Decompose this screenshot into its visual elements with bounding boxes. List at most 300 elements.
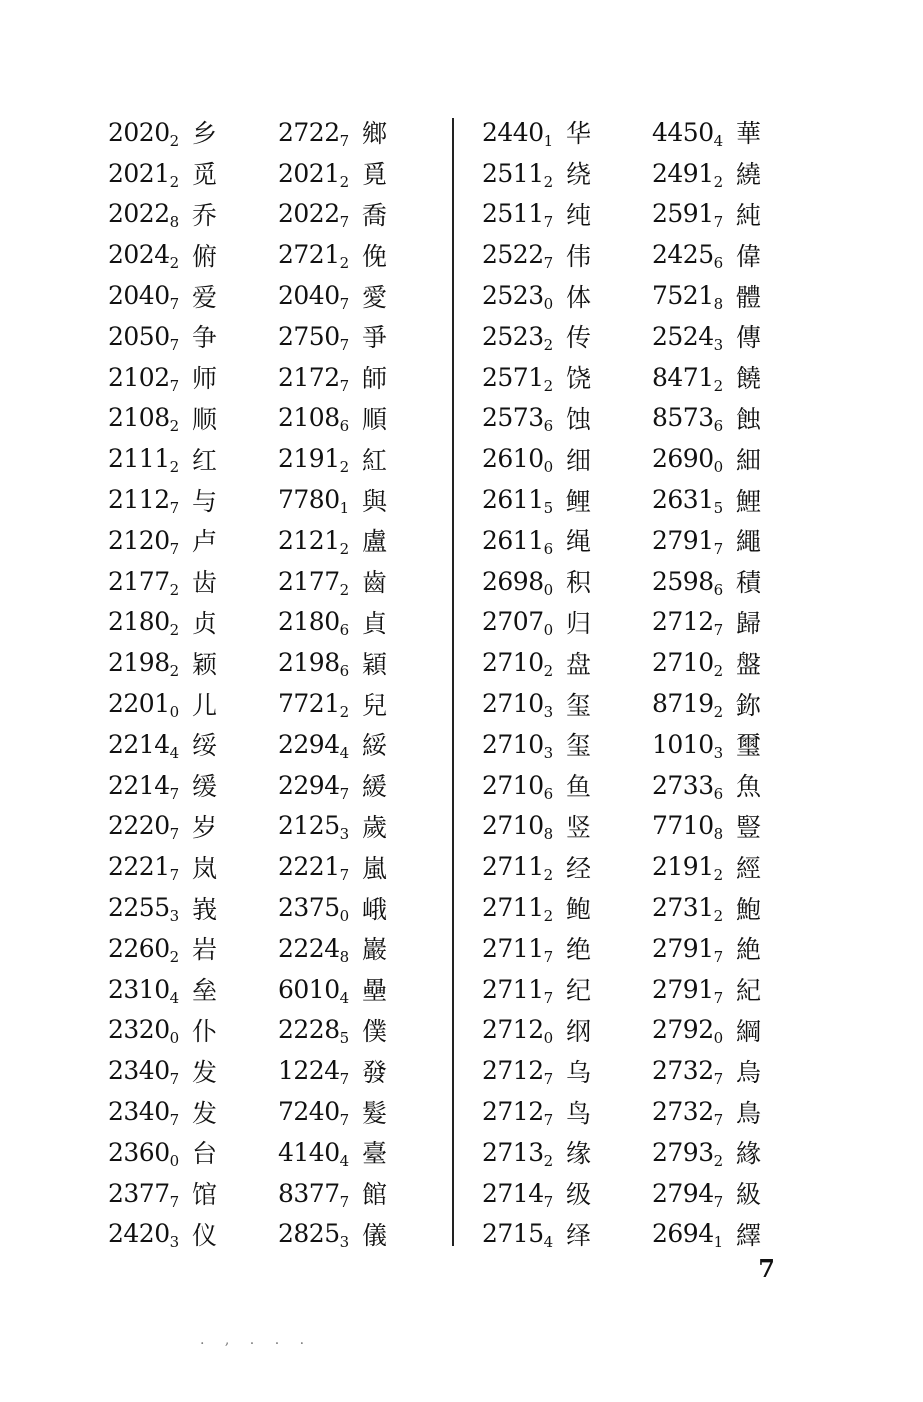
entry-code-subscript: 2 [169, 131, 179, 150]
entry-character: 儀 [362, 1220, 388, 1250]
entry-row [652, 316, 822, 357]
entry-code-number: 2721 [278, 240, 340, 270]
entry-row [108, 928, 278, 969]
entry-code-subscript: 7 [543, 947, 553, 966]
entry-row [278, 275, 448, 316]
entry-code-number: 2040 [108, 281, 170, 311]
entry-code-number: 2712 [482, 1056, 544, 1086]
entry-row [108, 806, 278, 847]
entry-character: 峩 [192, 894, 218, 924]
entry-code-number: 2191 [278, 444, 340, 474]
entry-code [652, 566, 736, 599]
entry-row [108, 561, 278, 602]
entry-code-number: 2710 [482, 689, 544, 719]
entry-code [278, 444, 362, 477]
entry-code [278, 729, 362, 762]
entry-row [108, 846, 278, 887]
entry-code-number: 2198 [278, 648, 340, 678]
entry-code-subscript: 7 [169, 1111, 179, 1130]
entry-character: 壘 [362, 976, 388, 1006]
entry-code-subscript: 8 [339, 947, 349, 966]
entry-code-subscript: 2 [169, 172, 179, 191]
entry-character: 仪 [192, 1220, 218, 1250]
entry-character: 華 [736, 119, 762, 149]
entry-code [108, 689, 192, 722]
entry-character: 鉨 [736, 690, 762, 720]
entry-character: 缘 [566, 1139, 592, 1169]
entry-character: 歸 [736, 608, 762, 638]
entry-code-subscript: 7 [169, 1070, 179, 1089]
entry-code [482, 1015, 566, 1048]
entry-row [278, 1050, 448, 1091]
entry-code-subscript: 2 [543, 907, 553, 926]
entry-code [108, 281, 192, 314]
entry-character: 璽 [736, 731, 762, 761]
entry-code-subscript: 0 [543, 621, 553, 640]
entry-code [108, 1015, 192, 1048]
entry-code [108, 321, 192, 354]
entry-row [278, 602, 448, 643]
entry-code-subscript: 2 [543, 1151, 553, 1170]
entry-row [108, 1050, 278, 1091]
entry-row [652, 969, 822, 1010]
entry-code-number: 2020 [108, 117, 170, 147]
entry-code-number: 2511 [482, 158, 544, 188]
entry-code [482, 811, 566, 844]
entry-character: 传 [566, 323, 592, 353]
entry-code-subscript: 7 [543, 1111, 553, 1130]
entry-code-number: 2198 [108, 648, 170, 678]
entry-code [482, 648, 566, 681]
entry-row [482, 724, 652, 765]
entry-character: 發 [362, 1057, 388, 1087]
entry-row [108, 520, 278, 561]
entry-code-subscript: 2 [169, 947, 179, 966]
entry-code [652, 321, 736, 354]
entry-code-subscript: 6 [339, 621, 349, 640]
entry-code-number: 2377 [108, 1178, 170, 1208]
entry-row [652, 1050, 822, 1091]
entry-code [278, 1178, 362, 1211]
entry-row [278, 194, 448, 235]
entry-code [278, 1137, 362, 1170]
entry-character: 绎 [566, 1220, 592, 1250]
entry-code-subscript: 2 [339, 539, 349, 558]
entry-code-subscript: 3 [169, 907, 179, 926]
entry-code-subscript: 3 [543, 743, 553, 762]
entry-code-subscript: 2 [713, 376, 723, 395]
entry-code [278, 1056, 362, 1089]
entry-code-number: 7521 [652, 281, 714, 311]
entry-character: 盧 [362, 527, 388, 557]
entry-code-number: 2022 [278, 199, 340, 229]
entry-code-number: 2524 [652, 321, 714, 351]
entry-row [108, 357, 278, 398]
entry-row [482, 683, 652, 724]
entry-code-number: 2111 [108, 444, 170, 474]
entry-code-number: 2310 [108, 974, 170, 1004]
entry-code [482, 893, 566, 926]
entry-code-subscript: 7 [713, 1111, 723, 1130]
entry-character: 鄉 [362, 119, 388, 149]
entry-character: 烏 [736, 1057, 762, 1087]
entry-character: 俯 [192, 241, 218, 271]
entry-code-subscript: 7 [169, 866, 179, 885]
entry-code-number: 7710 [652, 811, 714, 841]
entry-code-number: 2523 [482, 281, 544, 311]
entry-code-subscript: 6 [713, 784, 723, 803]
entry-row [278, 153, 448, 194]
entry-code [652, 1097, 736, 1130]
entry-row [482, 806, 652, 847]
entry-code-subscript: 4 [713, 131, 723, 150]
entry-character: 绕 [566, 160, 592, 190]
entry-code [108, 1178, 192, 1211]
entry-code [652, 158, 736, 191]
entry-row [652, 112, 822, 153]
entry-row [278, 1091, 448, 1132]
entry-code-subscript: 2 [339, 254, 349, 273]
entry-code-subscript: 7 [169, 825, 179, 844]
entry-code [278, 1097, 362, 1130]
entry-row [482, 153, 652, 194]
entry-row [482, 1214, 652, 1255]
entry-code [108, 770, 192, 803]
entry-row [482, 887, 652, 928]
entry-row [108, 234, 278, 275]
entry-code [652, 729, 736, 762]
entry-code [108, 199, 192, 232]
entry-row [652, 153, 822, 194]
entry-code-number: 2710 [482, 811, 544, 841]
entry-code-number: 7721 [278, 689, 340, 719]
entry-code-number: 8471 [652, 362, 714, 392]
entry-code-subscript: 0 [543, 1029, 553, 1048]
entry-code-subscript: 3 [543, 703, 553, 722]
entry-code-subscript: 4 [169, 988, 179, 1007]
entry-code-subscript: 2 [713, 662, 723, 681]
entry-code-number: 2571 [482, 362, 544, 392]
entry-code-number: 2611 [482, 485, 544, 515]
entry-character: 嵐 [362, 853, 388, 883]
entry-row [652, 928, 822, 969]
entry-code-subscript: 7 [713, 213, 723, 232]
entry-code [652, 444, 736, 477]
entry-character: 經 [736, 853, 762, 883]
entry-code-number: 7780 [278, 485, 340, 515]
entry-code-subscript: 7 [339, 1192, 349, 1211]
entry-code-subscript: 3 [339, 825, 349, 844]
column-divider [452, 118, 454, 1246]
entry-code [108, 403, 192, 436]
entry-code [652, 933, 736, 966]
entry-character: 體 [736, 282, 762, 312]
entry-row [108, 602, 278, 643]
entry-code [652, 1219, 736, 1252]
entry-code-subscript: 2 [713, 1151, 723, 1170]
entry-code-number: 8719 [652, 689, 714, 719]
entry-code [482, 281, 566, 314]
entry-code [278, 893, 362, 926]
entry-code [652, 852, 736, 885]
entry-character: 细 [566, 445, 592, 475]
entry-row [278, 1010, 448, 1051]
entry-character: 與 [362, 486, 388, 516]
entry-code-number: 2731 [652, 893, 714, 923]
entry-row [652, 234, 822, 275]
entry-row [652, 765, 822, 806]
entry-character: 僕 [362, 1016, 388, 1046]
entry-code-number: 2793 [652, 1137, 714, 1167]
entry-code [652, 525, 736, 558]
entry-code [278, 485, 362, 518]
entry-row [482, 561, 652, 602]
entry-code-number: 2024 [108, 240, 170, 270]
entry-character: 順 [362, 404, 388, 434]
entry-row [652, 1091, 822, 1132]
entry-row [108, 194, 278, 235]
entry-code [108, 362, 192, 395]
entry-code-subscript: 2 [169, 417, 179, 436]
entry-code [278, 770, 362, 803]
entry-code-subscript: 6 [543, 539, 553, 558]
entry-code-number: 2360 [108, 1137, 170, 1167]
entry-code [652, 199, 736, 232]
entry-row [482, 316, 652, 357]
entry-row [482, 520, 652, 561]
entry-character: 缓 [192, 772, 218, 802]
entry-code-subscript: 8 [169, 213, 179, 232]
entry-row [652, 806, 822, 847]
entry-row [278, 642, 448, 683]
entry-code [108, 158, 192, 191]
entry-row [482, 398, 652, 439]
entry-character: 体 [566, 282, 592, 312]
entry-code [482, 933, 566, 966]
entry-code [652, 1056, 736, 1089]
entry-character: 绝 [566, 935, 592, 965]
entry-code [278, 607, 362, 640]
entry-code-number: 2715 [482, 1219, 544, 1249]
entry-code-subscript: 2 [543, 335, 553, 354]
entry-code-subscript: 6 [713, 580, 723, 599]
entry-code [482, 1219, 566, 1252]
entry-character: 红 [192, 445, 218, 475]
entry-code [652, 770, 736, 803]
entry-code-number: 2121 [278, 525, 340, 555]
entry-code-number: 2228 [278, 1015, 340, 1045]
entry-code [652, 893, 736, 926]
entry-code-subscript: 4 [543, 1233, 553, 1252]
scan-specks: . , . . . [200, 1332, 313, 1348]
entry-code [278, 566, 362, 599]
entry-character: 綏 [362, 731, 388, 761]
entry-code [278, 689, 362, 722]
entry-code [108, 525, 192, 558]
entry-character: 絶 [736, 935, 762, 965]
entry-character: 玺 [566, 731, 592, 761]
entry-code-number: 2340 [108, 1056, 170, 1086]
entry-code-subscript: 7 [169, 335, 179, 354]
entry-row [652, 194, 822, 235]
entry-character: 繹 [736, 1220, 762, 1250]
entry-code-subscript: 7 [713, 947, 723, 966]
entry-code-number: 2714 [482, 1178, 544, 1208]
entry-code-number: 2491 [652, 158, 714, 188]
entry-code-subscript: 4 [339, 743, 349, 762]
entry-code-number: 2224 [278, 933, 340, 963]
entry-code-subscript: 3 [713, 743, 723, 762]
entry-row [278, 112, 448, 153]
entry-row [652, 398, 822, 439]
entry-code-subscript: 6 [543, 784, 553, 803]
entry-row [278, 1132, 448, 1173]
entry-code [108, 117, 192, 150]
entry-row [278, 846, 448, 887]
entry-code-number: 2750 [278, 321, 340, 351]
entry-character: 髮 [362, 1098, 388, 1128]
entry-code [652, 485, 736, 518]
entry-code-number: 2712 [652, 607, 714, 637]
entry-code-number: 2712 [482, 1097, 544, 1127]
entry-code [482, 444, 566, 477]
entry-code [278, 362, 362, 395]
entry-character: 覓 [362, 160, 388, 190]
entry-character: 喬 [362, 200, 388, 230]
entry-code-subscript: 4 [169, 743, 179, 762]
entry-code-number: 2340 [108, 1097, 170, 1127]
entry-character: 齿 [192, 568, 218, 598]
entry-code-subscript: 2 [169, 662, 179, 681]
entry-code-subscript: 1 [713, 1233, 723, 1252]
entry-code-number: 2732 [652, 1097, 714, 1127]
entry-code-subscript: 7 [543, 1070, 553, 1089]
entry-character: 乡 [192, 119, 218, 149]
entry-row [482, 234, 652, 275]
entry-code-subscript: 2 [543, 662, 553, 681]
entry-code-subscript: 7 [713, 1192, 723, 1211]
entry-code-subscript: 0 [339, 907, 349, 926]
entry-row [278, 683, 448, 724]
entry-code-subscript: 3 [339, 1233, 349, 1252]
entry-code [482, 199, 566, 232]
entry-code-number: 2220 [108, 811, 170, 841]
entry-row [482, 479, 652, 520]
entry-code-subscript: 2 [169, 254, 179, 273]
entry-code-subscript: 4 [339, 1151, 349, 1170]
entry-code [108, 240, 192, 273]
entry-character: 乔 [192, 200, 218, 230]
entry-code-subscript: 2 [169, 621, 179, 640]
entry-code-number: 2221 [108, 852, 170, 882]
entry-row [482, 194, 652, 235]
entry-code [652, 117, 736, 150]
entry-character: 饶 [566, 364, 592, 394]
entry-row [278, 1214, 448, 1255]
entry-row [108, 398, 278, 439]
entry-code [108, 648, 192, 681]
entry-character: 岚 [192, 853, 218, 883]
entry-row [652, 479, 822, 520]
entry-character: 积 [566, 568, 592, 598]
entry-character: 乌 [566, 1057, 592, 1087]
entry-code [278, 852, 362, 885]
entry-character: 纯 [566, 200, 592, 230]
entry-code-number: 2102 [108, 362, 170, 392]
entry-row [278, 357, 448, 398]
entry-character: 紅 [362, 445, 388, 475]
entry-code-number: 2711 [482, 893, 544, 923]
entry-code-subscript: 3 [713, 335, 723, 354]
entry-character: 豎 [736, 812, 762, 842]
entry-row [278, 234, 448, 275]
entry-character: 館 [362, 1180, 388, 1210]
entry-character: 伟 [566, 241, 592, 271]
entry-code-subscript: 2 [339, 703, 349, 722]
entry-code-number: 2511 [482, 199, 544, 229]
entry-row [652, 520, 822, 561]
entry-row [278, 765, 448, 806]
entry-code-number: 2722 [278, 117, 340, 147]
entry-row [278, 806, 448, 847]
entry-code-number: 2791 [652, 933, 714, 963]
entry-code [278, 199, 362, 232]
entry-code-number: 2112 [108, 485, 170, 515]
entry-character: 蝕 [736, 404, 762, 434]
entry-code [278, 1015, 362, 1048]
entry-character: 争 [192, 323, 218, 353]
entry-code-subscript: 7 [543, 254, 553, 273]
entry-code [108, 1219, 192, 1252]
column-2-traditional [278, 112, 448, 1254]
entry-character: 贞 [192, 608, 218, 638]
entry-code-subscript: 0 [543, 458, 553, 477]
entry-code-subscript: 7 [339, 376, 349, 395]
entry-code [482, 403, 566, 436]
entry-code [278, 525, 362, 558]
entry-code [482, 158, 566, 191]
entry-code [652, 607, 736, 640]
entry-code-subscript: 2 [543, 866, 553, 885]
entry-code-number: 2591 [652, 199, 714, 229]
entry-character: 与 [192, 486, 218, 516]
entry-code-subscript: 2 [339, 458, 349, 477]
entry-character: 岩 [192, 935, 218, 965]
entry-code-number: 4450 [652, 117, 714, 147]
entry-character: 綱 [736, 1016, 762, 1046]
entry-code-subscript: 2 [169, 458, 179, 477]
entry-row [278, 398, 448, 439]
entry-code-subscript: 6 [713, 254, 723, 273]
column-1-simplified [108, 112, 278, 1254]
entry-character: 鸟 [566, 1098, 592, 1128]
entry-row [278, 724, 448, 765]
entry-character: 卢 [192, 527, 218, 557]
entry-row [652, 1132, 822, 1173]
entry-code-subscript: 7 [339, 335, 349, 354]
entry-character: 魚 [736, 772, 762, 802]
entry-code-subscript: 2 [543, 376, 553, 395]
entry-row [108, 438, 278, 479]
entry-code-number: 2294 [278, 729, 340, 759]
entry-code-number: 2611 [482, 525, 544, 555]
entry-row [108, 316, 278, 357]
entry-character: 兒 [362, 690, 388, 720]
entry-code [108, 974, 192, 1007]
entry-character: 经 [566, 853, 592, 883]
entry-code-subscript: 7 [339, 866, 349, 885]
entry-code [278, 811, 362, 844]
